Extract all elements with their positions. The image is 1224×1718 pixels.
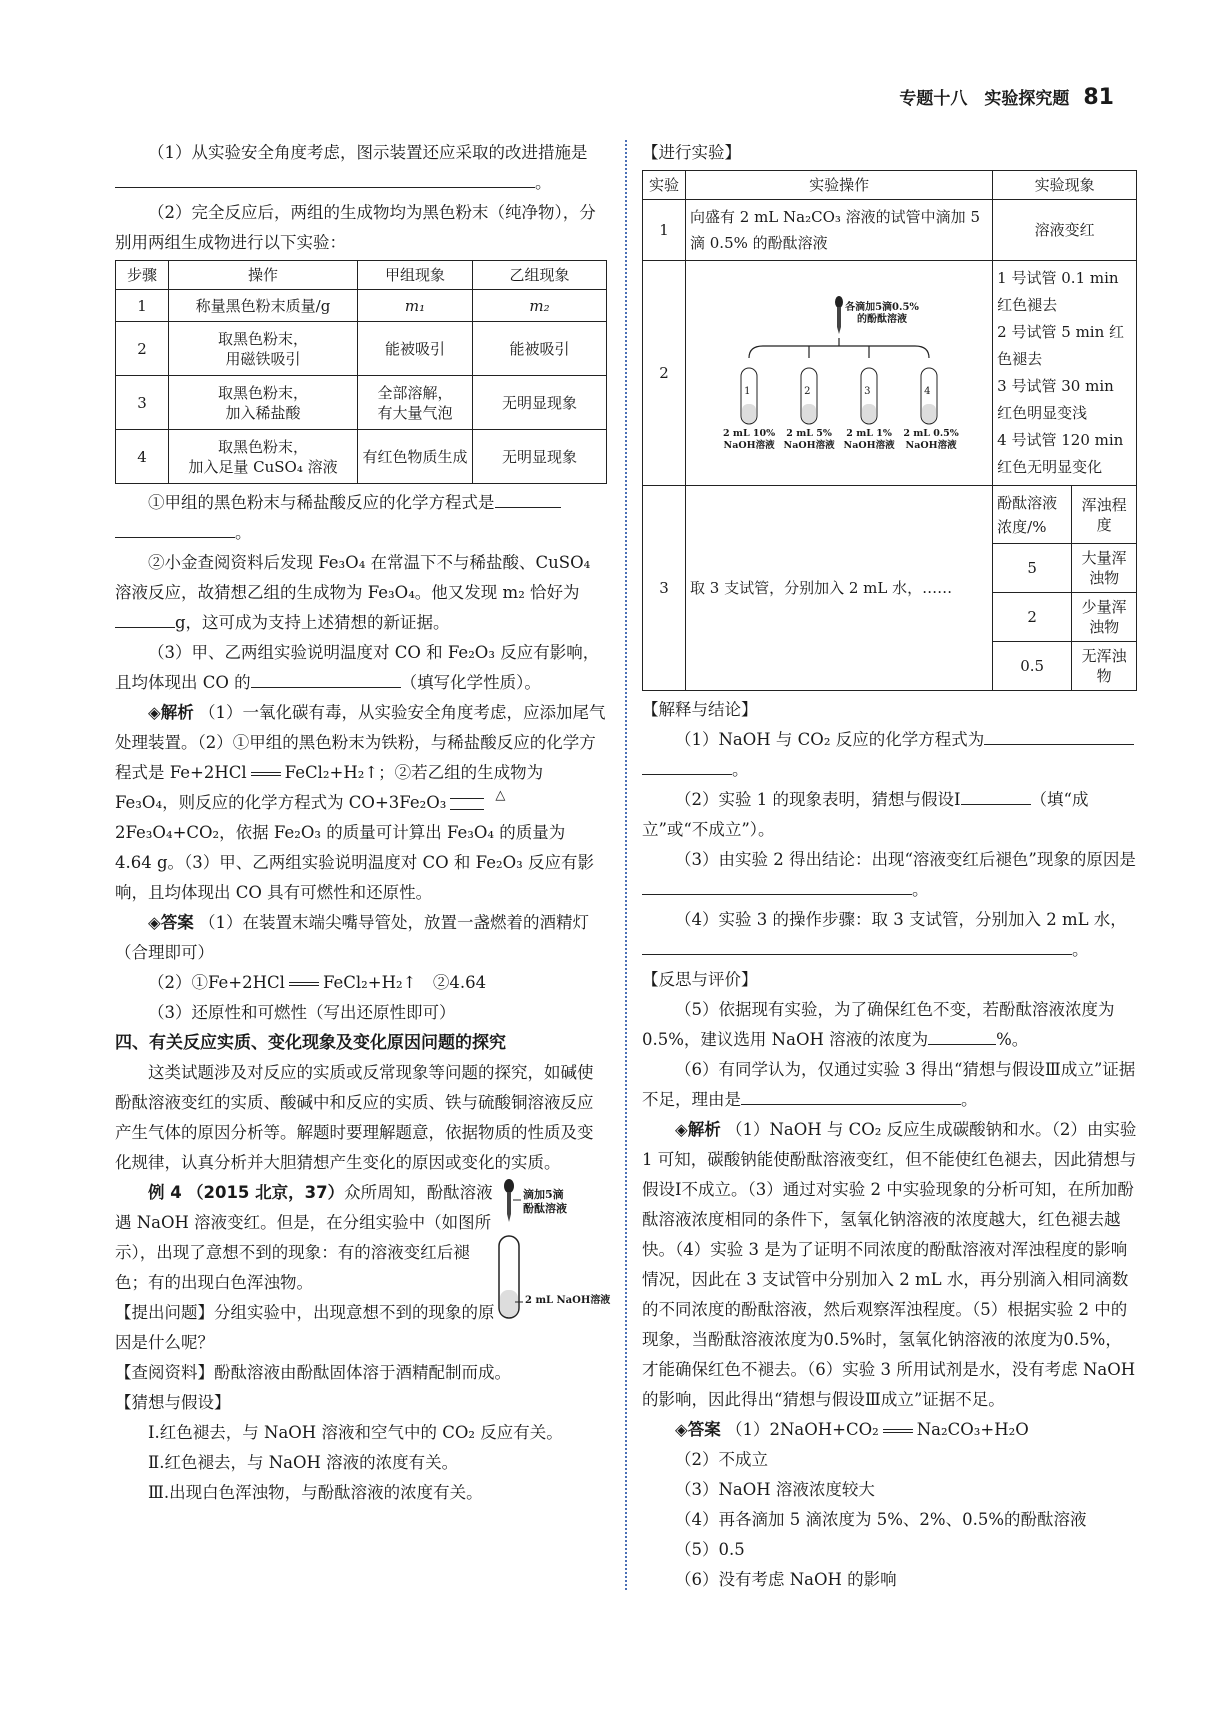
analysis-text: （1）NaOH 与 CO₂ 反应生成碳酸钠和水。（2）由实验 1 可知，碳酸钠能使酚酞溶液变红，但不能使红色褪去，因此猜想与假设Ⅰ不成立。（3）通过对实验 2 中实验现象的分析可知，在所加酚酞溶液浓度相同的条件下，氢氧化钠溶液的浓度越大，红色褪去越快。（4）实验 3 是为了证明不同浓度的酚酞溶液对浑浊程度的影响情况，因此在 3 支试管中分别加入 2 mL 水，再分别滴入相同滴数的不同浓度的酚酞溶液，然后观察浑浊程度。（5）根据实验 2 中的现象，当酚酞溶液浓度为0.5%时，氢氧化钠溶液的浓度为0.5%，才能确保红色不褪去。（6）实验 3 所用试剂是水，没有考虑 NaOH 的影响，因此得出“猜想与假设Ⅲ成立”证据不足。 xyxy=(642,1120,1137,1409)
table-cell: 大量浑浊物 xyxy=(1072,544,1137,593)
table-cell: 1 xyxy=(643,200,686,261)
header-title: 专题十八 实验探究题 xyxy=(899,89,1070,109)
table-cell: 无明显现象 xyxy=(473,376,607,430)
table-cell: 2 xyxy=(643,261,686,486)
reflection-5-tail: %。 xyxy=(996,1030,1029,1049)
table-row xyxy=(643,486,1137,544)
table-cell: 取 3 支试管，分别加入 2 mL 水，…… xyxy=(686,486,993,691)
question-2-2-tail: g，这可成为支持上述猜想的新证据。 xyxy=(175,613,450,632)
tubes-top-label: 各滴加5滴0.5% 的酚酞溶液 xyxy=(845,302,919,325)
reflection-title: 【反思与评价】 xyxy=(642,970,758,989)
analysis-block xyxy=(115,698,607,908)
table-cell: 能被吸引 xyxy=(473,322,607,376)
tube-label: 2 mL 10% NaOH溶液 xyxy=(722,428,776,451)
reflection-6: （6）有同学认为，仅通过实验 3 得出“猜想与假设Ⅲ成立”证据不足，理由是 。 xyxy=(642,1060,1136,1109)
answer-6: （6）没有考虑 NaOH 的影响 xyxy=(675,1570,897,1589)
question-3-tail: （填写化学性质）。 xyxy=(400,673,541,692)
problem: 【提出问题】分组实验中，出现意想不到的现象的原因是什么呢？ xyxy=(115,1303,495,1352)
answer-blank-c1: 。 xyxy=(642,755,1137,785)
reflection-6-text: （6）有同学认为，仅通过实验 3 得出“猜想与假设Ⅲ成立”证据不足，理由是 xyxy=(642,1060,1136,1109)
table-cell: 向盛有 2 mL Na₂CO₃ 溶液的试管中滴加 5 滴 0.5% 的酚酞溶液 xyxy=(686,200,993,261)
answer-blank-c4: 。 xyxy=(642,935,1137,965)
tube-number: 1 xyxy=(744,386,751,397)
answer-4: （4）再各滴加 5 滴浓度为 5%、2%、0.5%的酚酞溶液 xyxy=(675,1510,1087,1529)
tube-label: 2 mL 0.5% NaOH溶液 xyxy=(903,428,959,451)
table-cell: 5 xyxy=(993,544,1072,593)
answer-3: （3）还原性和可燃性（写出还原性即可） xyxy=(148,1003,456,1022)
hypothesis-1: Ⅰ.红色褪去，与 NaOH 溶液和空气中的 CO₂ 反应有关。 xyxy=(148,1423,563,1442)
table-cell: m₂ xyxy=(473,290,607,322)
answer-3: （3）NaOH 溶液浓度较大 xyxy=(675,1480,875,1499)
table-cell: 0.5 xyxy=(993,642,1072,691)
table-header: 实验 xyxy=(643,171,686,200)
question-3 xyxy=(115,638,607,698)
table-cell: 浑浊程度 xyxy=(1072,486,1137,544)
table-cell: 溶液变红 xyxy=(993,200,1137,261)
conclusion-1-text: （1）NaOH 与 CO₂ 反应的化学方程式为 xyxy=(675,730,985,749)
question-2-1-text: ①甲组的黑色粉末与稀盐酸反应的化学方程式是 xyxy=(148,493,495,512)
table-cell: 1 xyxy=(116,290,169,322)
example-source: （2015 北京，37） xyxy=(186,1183,345,1202)
tube-number: 2 xyxy=(804,386,811,397)
table-cell: 有红色物质生成 xyxy=(358,430,473,484)
hypothesis-title: 【猜想与假设】 xyxy=(115,1393,231,1412)
question-2-1 xyxy=(115,488,607,518)
question-3-text: （3）甲、乙两组实验说明温度对 CO 和 Fe₂O₃ 反应有影响，且均体现出 CO 的 xyxy=(115,643,600,692)
table-header: 乙组现象 xyxy=(473,261,607,290)
conclusion-1 xyxy=(642,725,1137,755)
tubes-figure-cell xyxy=(686,261,993,486)
table-row xyxy=(643,200,1137,261)
table-cell: 无明显现象 xyxy=(473,430,607,484)
result-line: 3 号试管 30 min 红色明显变浅 xyxy=(997,377,1114,422)
table-cell: 少量浑浊物 xyxy=(1072,593,1137,642)
table-cell: m₁ xyxy=(358,290,473,322)
conclusion-3-text: （3）由实验 2 得出结论：出现“溶液变红后褪色”现象的原因是 xyxy=(675,850,1136,869)
table-header-row xyxy=(643,171,1137,200)
tube-number: 3 xyxy=(864,386,871,397)
hypothesis-3: Ⅲ.出现白色浑浊物，与酚酞溶液的浓度有关。 xyxy=(148,1483,483,1502)
experiment-table-1 xyxy=(115,260,607,484)
example-figure xyxy=(497,1178,611,1328)
conclusion-2-tail: （填“成立”或“不成立”）。 xyxy=(642,790,1089,839)
answer-2-text: （2）①Fe+2HCl xyxy=(148,973,285,992)
answer-1-tail: Na₂CO₃+H₂O xyxy=(916,1420,1029,1439)
page-number: 81 xyxy=(1083,85,1114,110)
question-1: （1）从实验安全角度考虑，图示装置还应采取的改进措施是 xyxy=(148,143,588,162)
analysis-label: ◈解析 xyxy=(148,703,194,722)
table-cell: 称量黑色粉末质量/g xyxy=(169,290,358,322)
example-text: 众所周知，酚酞溶液遇 NaOH 溶液变红。但是，在分组实验中（如图所示），出现了意想不到的现象：有的溶液变红后褪色；有的出现白色浑浊物。 xyxy=(115,1183,493,1292)
table-row xyxy=(643,261,1137,486)
answer-5: （5）0.5 xyxy=(675,1540,745,1559)
table-header: 实验操作 xyxy=(686,171,993,200)
result-line: 2 号试管 5 min 红色褪去 xyxy=(997,323,1125,368)
table-cell: 2 xyxy=(116,322,169,376)
answer-label-text: 答案 xyxy=(160,913,194,932)
answer-1-text: （1）2NaOH+CO₂ xyxy=(725,1420,879,1439)
answer-blank-1: 。 xyxy=(115,168,607,198)
table-header: 实验现象 xyxy=(993,171,1137,200)
column-divider xyxy=(625,140,627,1590)
conclusion-3: （3）由实验 2 得出结论：出现“溶液变红后褪色”现象的原因是。 xyxy=(642,845,1137,905)
analysis-label-text: 解析 xyxy=(687,1120,721,1139)
table-cell: 4 xyxy=(116,430,169,484)
table-cell: 能被吸引 xyxy=(358,322,473,376)
equals-sign xyxy=(883,1429,913,1433)
analysis-block-right xyxy=(642,1115,1137,1415)
conclusion-4-text: （4）实验 3 的操作步骤：取 3 支试管，分别加入 2 mL 水， xyxy=(675,910,1127,929)
analysis-text-2: FeCl₂+H₂↑；②若乙组的生成物为 Fe₃O₄，则反应的化学方程式为 CO+3Fe₂O₃ xyxy=(115,763,544,812)
table-header: 操作 xyxy=(169,261,358,290)
conclusion-2 xyxy=(642,785,1137,845)
heat-symbol: △ xyxy=(495,787,506,803)
table-cell: 取黑色粉末， 用磁铁吸引 xyxy=(169,322,358,376)
table-row xyxy=(116,290,607,322)
figure-label-tube: 2 mL NaOH溶液 xyxy=(525,1295,611,1306)
analysis-text-3: 2Fe₃O₄+CO₂，依据 Fe₂O₃ 的质量可计算出 Fe₃O₄ 的质量为 4.64 g。（3）甲、乙两组实验说明温度对 CO 和 Fe₂O₃ 反应有影响，且均体现出 CO 具有可燃性和还原性。 xyxy=(115,823,594,902)
info: 【查阅资料】酚酞溶液由酚酞固体溶于酒精配制而成。 xyxy=(115,1363,511,1382)
page-header xyxy=(899,84,1114,110)
analysis-text-1: （1）一氧化碳有毒，从实验安全角度考虑，应添加尾气处理装置。（2）①甲组的黑色粉末为铁粉，与稀盐酸反应的化学方程式是 Fe+2HCl xyxy=(115,703,606,782)
heating-equals-sign xyxy=(450,787,506,810)
answer-block-right xyxy=(642,1415,1137,1445)
table-header: 步骤 xyxy=(116,261,169,290)
question-2-2-text: ②小金查阅资料后发现 Fe₃O₄ 在常温下不与稀盐酸、CuSO₄ 溶液反应，故猜想乙组的生成物为 Fe₃O₄。他又发现 m₂ 恰好为 xyxy=(115,553,591,602)
answer-label-text: 答案 xyxy=(687,1420,721,1439)
table-cell: 酚酞溶液浓度/% xyxy=(993,486,1072,544)
right-column xyxy=(642,138,1137,1595)
reflection-5 xyxy=(642,995,1137,1055)
reflection-5-text: （5）依据现有实验，为了确保红色不变，若酚酞溶液浓度为 0.5%，建议选用 NaOH 溶液的浓度为 xyxy=(642,1000,1115,1049)
answer-blank-2-1: 。 xyxy=(115,518,607,548)
table-cell: 取黑色粉末， 加入足量 CuSO₄ 溶液 xyxy=(169,430,358,484)
conclusion-4 xyxy=(642,905,1137,935)
table-row xyxy=(116,430,607,484)
experiment-title: 【进行实验】 xyxy=(642,143,741,162)
table-cell: 3 xyxy=(116,376,169,430)
figure-label-dropper: 滴加5滴 酚酞溶液 xyxy=(523,1188,567,1215)
tube-label: 2 mL 5% NaOH溶液 xyxy=(783,428,835,451)
result-line: 1 号试管 0.1 min 红色褪去 xyxy=(997,269,1119,314)
table-cell: 3 xyxy=(643,486,686,691)
tube-label: 2 mL 1% NaOH溶液 xyxy=(843,428,895,451)
answer-label: ◈答案 xyxy=(148,913,194,932)
answer-2-tail: FeCl₂+H₂↑ ②4.64 xyxy=(322,973,487,992)
analysis-label-text: 解析 xyxy=(160,703,194,722)
answer-2: （2）不成立 xyxy=(675,1450,768,1469)
table-cell: 无浑浊物 xyxy=(1072,642,1137,691)
hypothesis-2: Ⅱ.红色褪去，与 NaOH 溶液的浓度有关。 xyxy=(148,1453,459,1472)
answer-block xyxy=(115,908,607,968)
answer-label: ◈答案 xyxy=(675,1420,721,1439)
equals-sign xyxy=(289,982,319,986)
table-row xyxy=(116,376,607,430)
question-2-2 xyxy=(115,548,607,638)
conclusion-2-text: （2）实验 1 的现象表明，猜想与假设Ⅰ xyxy=(675,790,961,809)
table-row xyxy=(116,322,607,376)
table-cell: 2 xyxy=(993,593,1072,642)
table-header-row xyxy=(116,261,607,290)
tube-number: 4 xyxy=(924,386,931,397)
section-text: 这类试题涉及对反应的实质或反常现象等问题的探究，如碱使酚酞溶液变红的实质、酸碱中和反应的实质、铁与硫酸铜溶液反应产生气体的原因分析等。解题时要理解题意，依据物质的性质及变化规律，认真分析并大胆猜想产生变化的原因或变化的实质。 xyxy=(115,1063,594,1172)
answer-2 xyxy=(115,968,607,998)
left-column xyxy=(115,138,611,1508)
result-line: 4 号试管 120 min 红色无明显变化 xyxy=(997,431,1124,476)
question-2: （2）完全反应后，两组的生成物均为黑色粉末（纯净物），分别用两组生成物进行以下实验： xyxy=(115,203,596,252)
experiment-table-2 xyxy=(642,170,1137,691)
table-cell: 全部溶解， 有大量气泡 xyxy=(358,376,473,430)
equals-sign xyxy=(251,772,281,776)
tubes-figure xyxy=(713,278,965,468)
conclusion-title: 【解释与结论】 xyxy=(642,700,758,719)
table-cell xyxy=(993,261,1137,486)
table-cell: 取黑色粉末， 加入稀盐酸 xyxy=(169,376,358,430)
analysis-label: ◈解析 xyxy=(675,1120,721,1139)
example-label: 例 4 xyxy=(148,1183,182,1202)
example-block xyxy=(115,1178,611,1306)
answer-1: （1）在装置末端尖嘴导管处，放置一盏燃着的酒精灯（合理即可） xyxy=(115,913,589,962)
section-title: 四、有关反应实质、变化现象及变化原因问题的探究 xyxy=(115,1033,506,1053)
table-header: 甲组现象 xyxy=(358,261,473,290)
